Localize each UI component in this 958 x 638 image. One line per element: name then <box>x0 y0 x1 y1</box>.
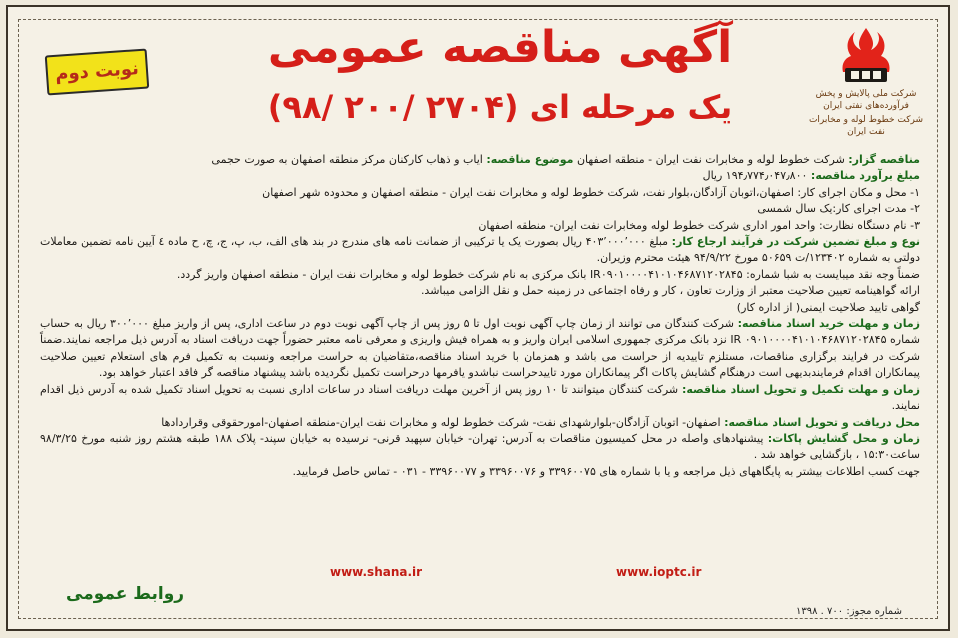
row-supervisor: ۳- نام دستگاه نظارت: واحد امور اداری شرکت خطوط لوله ومخابرات نفت ایران- منطقه اصفهان <box>478 218 920 232</box>
logo-caption-2: شرکت خطوط لوله و مخابرات نفت ایران <box>808 115 924 137</box>
row-opening: زمان و محل گشایش پاکات: پیشنهادهای واصله در محل کمیسیون مناقصات به آدرس: تهران- خیابان سپهبد قرنی- نرسیده به خیابان سپند- پلاک ۱۸۸ طبقه هشتم روز شنبه مورخ ۹۸/۳/۲۵ ساعت۱۵:۳۰ ، بازگشایی خواهد شد . <box>40 431 920 462</box>
row-tender-holder: مناقصه گزار: شرکت خطوط لوله و مخابرات نفت ایران - منطقه اصفهان موضوع مناقصه: ایاب و ذهاب کارکنان مرکز منطقه اصفهان به صورت حجمی <box>211 153 920 166</box>
ioptc-link[interactable]: www.ioptc.ir <box>616 565 702 579</box>
company-logo <box>806 24 926 137</box>
notice-title: آگهی مناقصه عمومی <box>267 22 733 73</box>
row-estimate: مبلغ برآورد مناقصه: ۱۹۴٫۷۷۴٫۰۴۷٫۸۰۰ ریال <box>702 169 920 183</box>
nioc-flame-icon <box>831 24 901 86</box>
row-contact: جهت کسب اطلاعات بیشتر به پایگاههای ذیل مراجعه و یا با شماره های ۳۳۹۶۰۰۷۵ و ۳۳۹۶۰۰۷۶ و ۳۳۹۶۰۰۷۷ - ۰۳۱ - تماس حاصل فرمایید. <box>292 464 920 478</box>
notice-body <box>40 152 920 480</box>
row-purchase-time: زمان و مهلت خرید اسناد مناقصه: شرکت کنندگان می توانند از زمان چاپ آگهی نوبت اول تا ۵ روز پس از چاپ آگهی نوبت دوم در ساعت اداری، پس از واریز مبلغ ۳۰۰٬۰۰۰ ریال به حساب شماره IR ۰۹۰۱۰۰۰۰۴۱۰۱۰۴۶۸۷۱۲۰۲۸۴۵ نزد بانک مرکزی جمهوری اسلامی ایران واریز و به همراه فیش واریزی و معرفی نامه معتبر حضوراً جهت دریافت اسناد به آدرس ذیل مراجعه نمایند.ضمناً شرکت در فرایند برگزاری مناقصات، مستلزم تاییدیه از حراست می باشد و همزمان با خرید اسناد مناقصه،متقاضیان به حراست مراجعه ونسبت به تکمیل فرم های استعلام تعیین صلاحیت پیمانکاران اقدام فرمایندبدیهی است درهنگام گشایش پاکات اگر پیمانکاران مورد تاییدحراست نباشدو یافرمها درحراست تکمیل نگردیده باشد پیشنهاد مناقصه گر فاقد اعتبار خواهد بود. <box>40 317 920 380</box>
permit-number: شماره مجوز: ۷۰۰ . ۱۳۹۸ <box>796 606 902 617</box>
second-notice-badge: نوبت دوم <box>45 48 150 95</box>
notice-subtitle: یک مرحله ای (۲۷۰۴ /۲۰۰ /۹۸) <box>267 88 733 126</box>
row-sheba: ضمناً وجه نقد میبایست به شبا شماره: IR۰۹۰۱۰۰۰۰۴۱۰۱۰۴۶۸۷۱۲۰۲۸۴۵ بانک مرکزی به نام شرکت خطوط لوله و مخابرات نفت ایران - منطقه اصفهان واریز گردد. <box>176 267 920 281</box>
row-delivery-time: زمان و مهلت تکمیل و تحویل اسناد مناقصه: شرکت کنندگان میتوانند تا ۱۰ روز پس از آخرین مهلت دریافت اسناد در ساعات اداری نسبت به تحویل اسناد تکمیل شده به آدرس ذیل اقدام نمایند. <box>40 382 920 413</box>
row-certificate: ارائه گواهینامه تعیین صلاحیت معتبر از وزارت تعاون ، کار و رفاه اجتماعی در زمینه حمل و نقل الزامی میباشد. <box>420 284 920 298</box>
public-relations-signature: روابط عمومی <box>66 584 185 604</box>
logo-caption-1: شرکت ملی پالایش و پخش فرآورده‌های نفتی ایران <box>815 89 917 111</box>
row-duration: ۲- مدت اجرای کار:یک سال شمسی <box>757 202 920 216</box>
shana-link[interactable]: www.shana.ir <box>330 565 423 579</box>
row-location: ۱- محل و مکان اجرای کار: اصفهان،اتوبان آزادگان،بلوار نفت، شرکت خطوط لوله و مخابرات نفت ایران - منطقه اصفهان و محدوده شهر اصفهان <box>262 185 920 199</box>
row-safety: گواهی تایید صلاحیت ایمنی( از اداره کار) <box>736 300 920 314</box>
row-guarantee: نوع و مبلغ تضمین شرکت در فرآیند ارجاع کار: مبلغ ۴۰۳٬۰۰۰٬۰۰۰ ریال بصورت یک یا ترکیبی از ضمانت نامه های مندرج در بند های الف، ب، پ، ج، چ، ح ماده ٤ آیین نامه تضمین معاملات دولتی به شماره ۱۲۳۴۰۲/ت ۵۰۶۵۹ مورخ ۹۴/۹/۲۲ هیئت محترم وزیران. <box>40 235 921 265</box>
row-delivery-place: محل دریافت و تحویل اسناد مناقصه: اصفهان- اتوبان آزادگان-بلوارشهدای نفت- شرکت خطوط لوله و مخابرات نفت ایران-منطقه اصفهان-امورحقوقی وقراردادها <box>161 415 920 429</box>
